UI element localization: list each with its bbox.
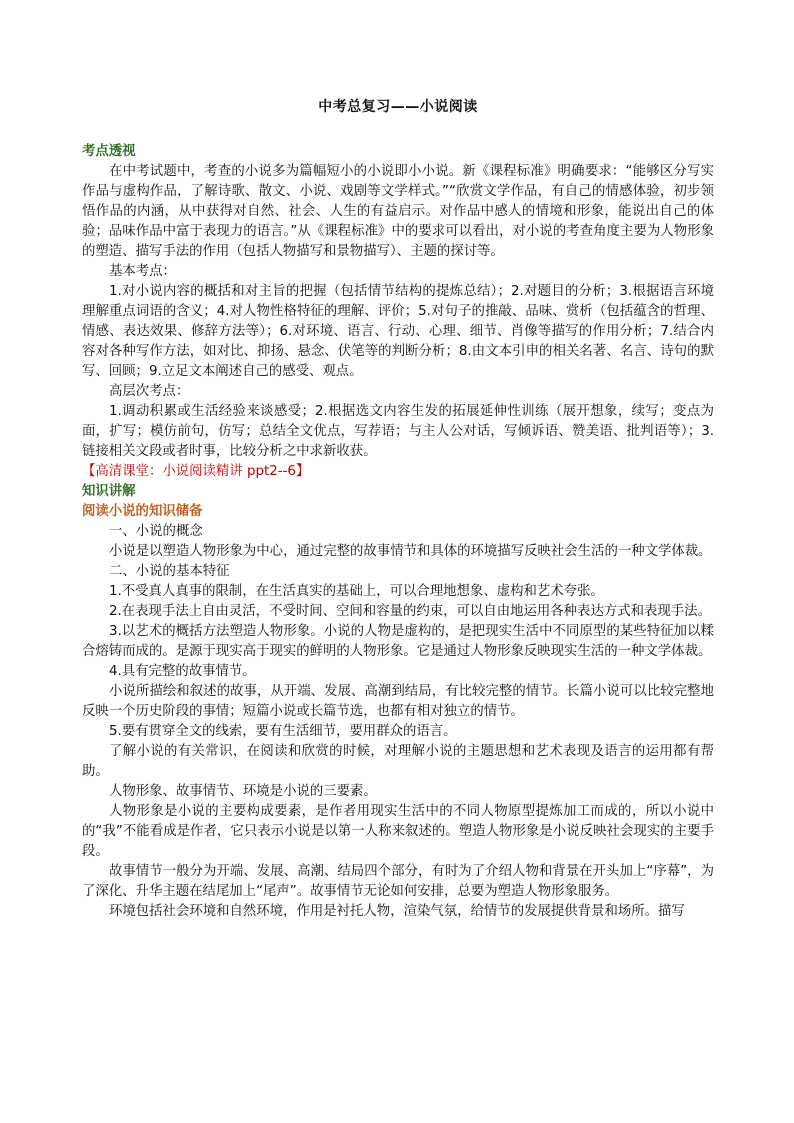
paragraph: 2.在表现手法上自由灵活，不受时间、空间和容量的约束，可以自由地运用各种表达方式和表现手法。: [109, 604, 711, 619]
section-heading-reserve: 阅读小说的知识储备: [82, 504, 203, 519]
paragraph: 1.对小说内容的概括和对主旨的把握（包括情节结构的提炼总结）；2.对题目的分析；3.根据语言环境理解重点词语的含义；4.对人物性格特征的理解、评价；5.对句子的推敲、品味、赏析（包括蕴含的哲理、情感、表达效果、修辞方法等）；6.对环境、语言、行动、心理、细节、肖像等描写的作用分析；7.结合内容对各种写作方法，如对比、抑扬、悬念、伏笔等的判断分析；8.由文本引申的相关名著、名言、诗句的默写、回顾；9.立足文本阐述自己的感受、观点。: [82, 284, 714, 379]
paragraph: 了解小说的有关常识，在阅读和欣赏的时候，对理解小说的主题思想和艺术表现及语言的运用都有帮助。: [82, 744, 714, 779]
paragraph: 故事情节一般分为开端、发展、高潮、结局四个部分，有时为了介绍人物和背景在开头加上“序幕”，为了深化、升华主题在结尾加上“尾声”。故事情节无论如何安排，总要为塑造人物形象服务。: [82, 864, 714, 899]
paragraph: 高层次考点：: [109, 384, 190, 399]
paragraph: 5.要有贯穿全文的线索，要有生活细节，要用群众的语言。: [109, 724, 457, 739]
paragraph: 3.以艺术的概括方法塑造人物形象。小说的人物是虚构的，是把现实生活中不同原型的某些特征加以糅合熔铸而成的。是源于现实高于现实的鲜明的人物形象。它是通过人物形象反映现实生活的一种文学体裁。: [82, 624, 714, 659]
document-page: [82, 96, 714, 922]
paragraph: 基本考点：: [109, 264, 176, 279]
paragraph: 1.不受真人真事的限制，在生活真实的基础上，可以合理地想象、虚构和艺术夸张。: [109, 584, 604, 599]
section-heading-exam-points: 考点透视: [82, 144, 136, 159]
paragraph: 4.具有完整的故事情节。: [109, 664, 256, 679]
section-heading-knowledge: 知识讲解: [82, 484, 136, 499]
paragraph: 1.调动积累或生活经验来谈感受；2.根据选文内容生发的拓展延伸性训练（展开想象，续写；变点为面，扩写；模仿前句，仿写；总结全文优点，写荐语；与主人公对话，写倾诉语、赞美语、批判语等）；3.链接相关文段或者时事，比较分析之中求新收获。: [82, 404, 714, 459]
paragraph: 一、小说的概念: [109, 524, 203, 539]
paragraph: 小说所描绘和叙述的故事，从开端、发展、高潮到结局，有比较完整的情节。长篇小说可以比较完整地反映一个历史阶段的事情；短篇小说或长篇节选，也都有相对独立的情节。: [82, 684, 714, 719]
paragraph: 环境包括社会环境和自然环境，作用是衬托人物，渲染气氛，给情节的发展提供背景和场所。描写: [109, 904, 685, 919]
course-link[interactable]: 【高清课堂：小说阅读精讲 ppt2--6】: [82, 464, 310, 479]
paragraph: 二、小说的基本特征: [109, 564, 230, 579]
paragraph: 人物形象、故事情节、环境是小说的三要素。: [109, 784, 377, 799]
paragraph: 在中考试题中，考查的小说多为篇幅短小的小说即小小说。新《课程标准》明确要求：“能够区分写实作品与虚构作品，了解诗歌、散文、小说、戏剧等文学样式。”“欣赏文学作品，有自己的情感体验，初步领悟作品的内涵，从中获得对自然、社会、人生的有益启示。对作品中感人的情境和形象，能说出自己的体验；品味作品中富于表现力的语言。”从《课程标准》中的要求可以看出，对小说的考查角度主要为人物形象的塑造、描写手法的作用（包括人物描写和景物描写）、主题的探讨等。: [82, 164, 714, 259]
document-title: 中考总复习——小说阅读: [318, 99, 478, 115]
paragraph: 小说是以塑造人物形象为中心，通过完整的故事情节和具体的环境描写反映社会生活的一种文学体裁。: [109, 544, 712, 559]
paragraph: 人物形象是小说的主要构成要素，是作者用现实生活中的不同人物原型提炼加工而成的，所以小说中的“我”不能看成是作者，它只表示小说是以第一人称来叙述的。塑造人物形象是小说反映社会现实的主要手段。: [82, 804, 714, 859]
